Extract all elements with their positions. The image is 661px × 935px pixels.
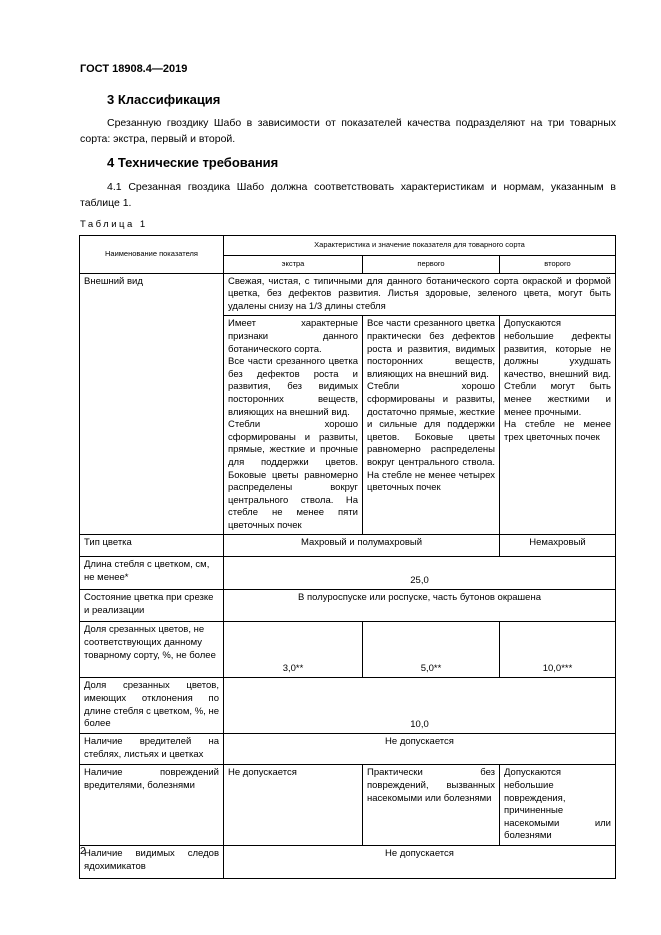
header-indicator: Наименование показателя (80, 236, 224, 274)
chemicals-value: Не допускается (224, 846, 616, 879)
appearance-extra: Имеет характерные признаки данного ботанического сорта. Все части срезанного цветка без дефектов роста и развития, без видимых посторонних веществ, влияющих на внешний вид. Стебли хорошо сформированы и развиты, прямые, жесткие и прочные для поддержки цветов. Боковые цветы равномерно распределены вокруг центрального ствола. На стебле не менее пяти цветочных почек (224, 316, 363, 535)
row-stem-length-label: Длина стебля с цветком, см, не менее* (80, 557, 224, 590)
appearance-common: Свежая, чистая, с типичными для данного ботанического сорта окраской и формой цветка, без дефектов развития. Листья здоровые, зеленого цвета, могут быть удалены снизу на 1/3 длины стебля (224, 273, 616, 316)
appearance-second: Допускаются небольшие дефекты развития, которые не должны ухудшать качество, внешний вид. Стебли могут быть менее жесткими и менее прочными. На стебле не менее трех цветочных почек (500, 316, 616, 535)
pests-value: Не допускается (224, 734, 616, 765)
header-grade-extra: экстра (224, 256, 363, 274)
flower-type-extra-first: Махровый и полумахровый (224, 535, 500, 557)
header-grade-first: первого (363, 256, 500, 274)
damage-second: Допускаются небольшие повреждения, причиненные насекомыми или болезнями (500, 765, 616, 846)
page-number: 2 (80, 845, 86, 857)
condition-value: В полуроспуске или роспуске, часть бутонов окрашена (224, 590, 616, 622)
header-grade-second: второго (500, 256, 616, 274)
row-mismatch-label: Доля срезанных цветов, не соответствующих данному товарному сорту, %, не более (80, 622, 224, 678)
document-header: ГОСТ 18908.4—2019 (80, 63, 188, 75)
section-4-title: 4 Технические требования (107, 155, 279, 170)
row-flower-type-label: Тип цветка (80, 535, 224, 557)
deviation-value: 10,0 (224, 678, 616, 734)
mismatch-extra: 3,0** (224, 622, 363, 678)
row-damage-label: Наличие повреждений вредителями, болезнями (80, 765, 224, 846)
row-pests-label: Наличие вредителей на стеблях, листьях и цветках (80, 734, 224, 765)
requirements-table (79, 235, 616, 879)
damage-extra: Не допускается (224, 765, 363, 846)
appearance-first: Все части срезанного цветка практически без дефектов роста и развития, видимых посторонних веществ, влияющих на внешний вид. Стебли хорошо сформированы и развиты, достаточно прямые, жесткие и сильные для поддержки цветов. Боковые цветы равномерно распределены вокруг центрального ствола. На стебле не менее четырех цветочных почек (363, 316, 500, 535)
row-appearance-label: Внешний вид (80, 273, 224, 535)
section-3-text: Срезанную гвоздику Шабо в зависимости от показателей качества подразделяют на три товарных сорта: экстра, первый и второй. (80, 117, 616, 145)
stem-length-value: 25,0 (224, 557, 616, 590)
header-grade-group: Характеристика и значение показателя для товарного сорта (224, 236, 616, 256)
section-4-text: 4.1 Срезанная гвоздика Шабо должна соответствовать характеристикам и нормам, указанным в таблице 1. (80, 181, 616, 209)
row-deviation-label: Доля срезанных цветов, имеющих отклонения по длине стебля с цветком, %, не более (80, 678, 224, 734)
section-3-title: 3 Классификация (107, 92, 221, 107)
mismatch-second: 10,0*** (500, 622, 616, 678)
damage-first: Практически без повреждений, вызванных насекомыми или болезнями (363, 765, 500, 846)
table-caption: Таблица 1 (80, 219, 148, 230)
row-chemicals-label: Наличие видимых следов ядохимикатов (80, 846, 224, 879)
row-condition-label: Состояние цветка при срезке и реализации (80, 590, 224, 622)
flower-type-second: Немахровый (500, 535, 616, 557)
mismatch-first: 5,0** (363, 622, 500, 678)
